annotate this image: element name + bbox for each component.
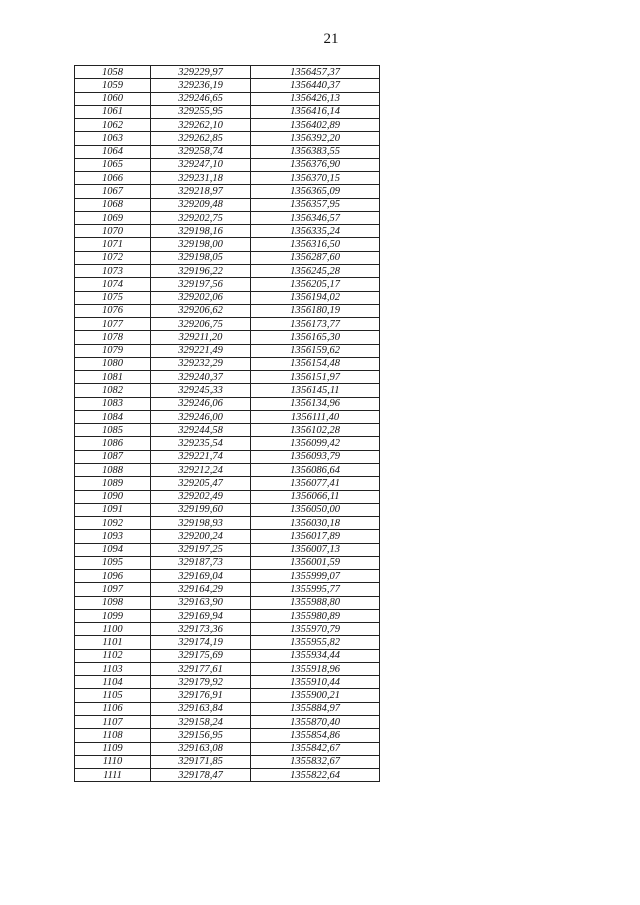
table-row — [75, 676, 380, 689]
y-coordinate-cell: 1356365,09 — [251, 185, 380, 198]
point-number-cell: 1088 — [75, 463, 151, 476]
table-row — [75, 198, 380, 211]
x-coordinate-cell: 329221,49 — [151, 344, 251, 357]
x-coordinate-cell: 329206,75 — [151, 318, 251, 331]
y-coordinate-cell: 1355955,82 — [251, 636, 380, 649]
y-coordinate-cell: 1356180,19 — [251, 304, 380, 317]
table-row — [75, 211, 380, 224]
point-number-cell: 1068 — [75, 198, 151, 211]
y-coordinate-cell: 1355999,07 — [251, 570, 380, 583]
table-row — [75, 145, 380, 158]
point-number-cell: 1092 — [75, 517, 151, 530]
table-row — [75, 609, 380, 622]
table-row — [75, 424, 380, 437]
x-coordinate-cell: 329231,18 — [151, 172, 251, 185]
point-number-cell: 1100 — [75, 623, 151, 636]
coordinates-table-body — [75, 66, 380, 782]
table-row — [75, 185, 380, 198]
table-row — [75, 172, 380, 185]
x-coordinate-cell: 329209,48 — [151, 198, 251, 211]
point-number-cell: 1065 — [75, 158, 151, 171]
point-number-cell: 1110 — [75, 755, 151, 768]
y-coordinate-cell: 1356383,55 — [251, 145, 380, 158]
x-coordinate-cell: 329262,85 — [151, 132, 251, 145]
y-coordinate-cell: 1356050,00 — [251, 503, 380, 516]
x-coordinate-cell: 329240,37 — [151, 371, 251, 384]
x-coordinate-cell: 329246,65 — [151, 92, 251, 105]
table-row — [75, 331, 380, 344]
x-coordinate-cell: 329187,73 — [151, 556, 251, 569]
x-coordinate-cell: 329171,85 — [151, 755, 251, 768]
point-number-cell: 1080 — [75, 357, 151, 370]
y-coordinate-cell: 1356316,50 — [251, 238, 380, 251]
table-row — [75, 570, 380, 583]
table-row — [75, 225, 380, 238]
table-row — [75, 384, 380, 397]
x-coordinate-cell: 329198,93 — [151, 517, 251, 530]
y-coordinate-cell: 1355884,97 — [251, 702, 380, 715]
x-coordinate-cell: 329205,47 — [151, 477, 251, 490]
point-number-cell: 1085 — [75, 424, 151, 437]
table-row — [75, 158, 380, 171]
point-number-cell: 1094 — [75, 543, 151, 556]
x-coordinate-cell: 329202,06 — [151, 291, 251, 304]
x-coordinate-cell: 329212,24 — [151, 463, 251, 476]
x-coordinate-cell: 329173,36 — [151, 623, 251, 636]
point-number-cell: 1090 — [75, 490, 151, 503]
x-coordinate-cell: 329245,33 — [151, 384, 251, 397]
x-coordinate-cell: 329156,95 — [151, 729, 251, 742]
y-coordinate-cell: 1356001,59 — [251, 556, 380, 569]
point-number-cell: 1058 — [75, 66, 151, 79]
point-number-cell: 1103 — [75, 662, 151, 675]
coordinates-table — [74, 65, 380, 782]
point-number-cell: 1107 — [75, 716, 151, 729]
x-coordinate-cell: 329258,74 — [151, 145, 251, 158]
x-coordinate-cell: 329247,10 — [151, 158, 251, 171]
y-coordinate-cell: 1356245,28 — [251, 264, 380, 277]
point-number-cell: 1096 — [75, 570, 151, 583]
point-number-cell: 1095 — [75, 556, 151, 569]
x-coordinate-cell: 329175,69 — [151, 649, 251, 662]
x-coordinate-cell: 329211,20 — [151, 331, 251, 344]
x-coordinate-cell: 329221,74 — [151, 450, 251, 463]
y-coordinate-cell: 1356077,41 — [251, 477, 380, 490]
x-coordinate-cell: 329169,94 — [151, 609, 251, 622]
point-number-cell: 1109 — [75, 742, 151, 755]
x-coordinate-cell: 329196,22 — [151, 264, 251, 277]
y-coordinate-cell: 1356426,13 — [251, 92, 380, 105]
x-coordinate-cell: 329163,08 — [151, 742, 251, 755]
table-row — [75, 437, 380, 450]
point-number-cell: 1082 — [75, 384, 151, 397]
y-coordinate-cell: 1355910,44 — [251, 676, 380, 689]
point-number-cell: 1064 — [75, 145, 151, 158]
y-coordinate-cell: 1356402,89 — [251, 119, 380, 132]
point-number-cell: 1104 — [75, 676, 151, 689]
point-number-cell: 1075 — [75, 291, 151, 304]
table-row — [75, 397, 380, 410]
table-row — [75, 238, 380, 251]
x-coordinate-cell: 329202,75 — [151, 211, 251, 224]
table-row — [75, 278, 380, 291]
y-coordinate-cell: 1355832,67 — [251, 755, 380, 768]
x-coordinate-cell: 329177,61 — [151, 662, 251, 675]
y-coordinate-cell: 1356145,11 — [251, 384, 380, 397]
y-coordinate-cell: 1356159,62 — [251, 344, 380, 357]
table-row — [75, 79, 380, 92]
y-coordinate-cell: 1356287,60 — [251, 251, 380, 264]
y-coordinate-cell: 1356154,48 — [251, 357, 380, 370]
point-number-cell: 1062 — [75, 119, 151, 132]
y-coordinate-cell: 1356392,20 — [251, 132, 380, 145]
x-coordinate-cell: 329218,97 — [151, 185, 251, 198]
y-coordinate-cell: 1355822,64 — [251, 769, 380, 782]
y-coordinate-cell: 1355980,89 — [251, 609, 380, 622]
point-number-cell: 1098 — [75, 596, 151, 609]
point-number-cell: 1099 — [75, 609, 151, 622]
x-coordinate-cell: 329206,62 — [151, 304, 251, 317]
y-coordinate-cell: 1356030,18 — [251, 517, 380, 530]
x-coordinate-cell: 329200,24 — [151, 530, 251, 543]
table-row — [75, 556, 380, 569]
x-coordinate-cell: 329246,06 — [151, 397, 251, 410]
table-row — [75, 503, 380, 516]
y-coordinate-cell: 1355995,77 — [251, 583, 380, 596]
point-number-cell: 1081 — [75, 371, 151, 384]
y-coordinate-cell: 1356370,15 — [251, 172, 380, 185]
table-row — [75, 689, 380, 702]
y-coordinate-cell: 1355988,80 — [251, 596, 380, 609]
y-coordinate-cell: 1355842,67 — [251, 742, 380, 755]
x-coordinate-cell: 329199,60 — [151, 503, 251, 516]
y-coordinate-cell: 1356440,37 — [251, 79, 380, 92]
table-row — [75, 66, 380, 79]
y-coordinate-cell: 1355934,44 — [251, 649, 380, 662]
table-row — [75, 119, 380, 132]
point-number-cell: 1066 — [75, 172, 151, 185]
y-coordinate-cell: 1356357,95 — [251, 198, 380, 211]
table-row — [75, 623, 380, 636]
x-coordinate-cell: 329262,10 — [151, 119, 251, 132]
point-number-cell: 1059 — [75, 79, 151, 92]
table-row — [75, 596, 380, 609]
x-coordinate-cell: 329202,49 — [151, 490, 251, 503]
x-coordinate-cell: 329169,04 — [151, 570, 251, 583]
table-row — [75, 477, 380, 490]
x-coordinate-cell: 329235,54 — [151, 437, 251, 450]
point-number-cell: 1077 — [75, 318, 151, 331]
x-coordinate-cell: 329255,95 — [151, 105, 251, 118]
table-row — [75, 755, 380, 768]
y-coordinate-cell: 1356066,11 — [251, 490, 380, 503]
y-coordinate-cell: 1355918,96 — [251, 662, 380, 675]
x-coordinate-cell: 329198,16 — [151, 225, 251, 238]
table-row — [75, 318, 380, 331]
y-coordinate-cell: 1356086,64 — [251, 463, 380, 476]
table-row — [75, 291, 380, 304]
y-coordinate-cell: 1356099,42 — [251, 437, 380, 450]
y-coordinate-cell: 1356151,97 — [251, 371, 380, 384]
y-coordinate-cell: 1356111,40 — [251, 410, 380, 423]
page-number: 21 — [323, 31, 339, 47]
table-row — [75, 517, 380, 530]
table-row — [75, 463, 380, 476]
point-number-cell: 1091 — [75, 503, 151, 516]
point-number-cell: 1097 — [75, 583, 151, 596]
x-coordinate-cell: 329244,58 — [151, 424, 251, 437]
y-coordinate-cell: 1356416,14 — [251, 105, 380, 118]
x-coordinate-cell: 329246,00 — [151, 410, 251, 423]
y-coordinate-cell: 1355970,79 — [251, 623, 380, 636]
x-coordinate-cell: 329197,25 — [151, 543, 251, 556]
table-row — [75, 583, 380, 596]
point-number-cell: 1087 — [75, 450, 151, 463]
point-number-cell: 1073 — [75, 264, 151, 277]
point-number-cell: 1083 — [75, 397, 151, 410]
x-coordinate-cell: 329178,47 — [151, 769, 251, 782]
point-number-cell: 1071 — [75, 238, 151, 251]
x-coordinate-cell: 329232,29 — [151, 357, 251, 370]
point-number-cell: 1084 — [75, 410, 151, 423]
table-row — [75, 92, 380, 105]
point-number-cell: 1061 — [75, 105, 151, 118]
x-coordinate-cell: 329163,90 — [151, 596, 251, 609]
point-number-cell: 1079 — [75, 344, 151, 357]
point-number-cell: 1089 — [75, 477, 151, 490]
point-number-cell: 1106 — [75, 702, 151, 715]
y-coordinate-cell: 1356346,57 — [251, 211, 380, 224]
y-coordinate-cell: 1356007,13 — [251, 543, 380, 556]
table-row — [75, 264, 380, 277]
table-row — [75, 729, 380, 742]
x-coordinate-cell: 329164,29 — [151, 583, 251, 596]
table-row — [75, 662, 380, 675]
point-number-cell: 1078 — [75, 331, 151, 344]
point-number-cell: 1063 — [75, 132, 151, 145]
point-number-cell: 1101 — [75, 636, 151, 649]
x-coordinate-cell: 329174,19 — [151, 636, 251, 649]
table-row — [75, 344, 380, 357]
table-row — [75, 490, 380, 503]
point-number-cell: 1076 — [75, 304, 151, 317]
x-coordinate-cell: 329198,05 — [151, 251, 251, 264]
table-row — [75, 450, 380, 463]
y-coordinate-cell: 1356134,96 — [251, 397, 380, 410]
y-coordinate-cell: 1356335,24 — [251, 225, 380, 238]
x-coordinate-cell: 329197,56 — [151, 278, 251, 291]
table-row — [75, 742, 380, 755]
point-number-cell: 1067 — [75, 185, 151, 198]
table-row — [75, 132, 380, 145]
point-number-cell: 1060 — [75, 92, 151, 105]
table-row — [75, 716, 380, 729]
table-row — [75, 543, 380, 556]
point-number-cell: 1086 — [75, 437, 151, 450]
y-coordinate-cell: 1356165,30 — [251, 331, 380, 344]
table-row — [75, 105, 380, 118]
point-number-cell: 1069 — [75, 211, 151, 224]
point-number-cell: 1111 — [75, 769, 151, 782]
point-number-cell: 1108 — [75, 729, 151, 742]
table-row — [75, 357, 380, 370]
y-coordinate-cell: 1356173,77 — [251, 318, 380, 331]
table-row — [75, 649, 380, 662]
table-row — [75, 251, 380, 264]
x-coordinate-cell: 329176,91 — [151, 689, 251, 702]
x-coordinate-cell: 329198,00 — [151, 238, 251, 251]
table-row — [75, 530, 380, 543]
y-coordinate-cell: 1356205,17 — [251, 278, 380, 291]
x-coordinate-cell: 329179,92 — [151, 676, 251, 689]
y-coordinate-cell: 1356457,37 — [251, 66, 380, 79]
table-row — [75, 410, 380, 423]
point-number-cell: 1093 — [75, 530, 151, 543]
y-coordinate-cell: 1356017,89 — [251, 530, 380, 543]
x-coordinate-cell: 329163,84 — [151, 702, 251, 715]
table-row — [75, 636, 380, 649]
y-coordinate-cell: 1355870,40 — [251, 716, 380, 729]
y-coordinate-cell: 1355900,21 — [251, 689, 380, 702]
table-row — [75, 371, 380, 384]
x-coordinate-cell: 329158,24 — [151, 716, 251, 729]
x-coordinate-cell: 329229,97 — [151, 66, 251, 79]
y-coordinate-cell: 1356093,79 — [251, 450, 380, 463]
point-number-cell: 1105 — [75, 689, 151, 702]
point-number-cell: 1102 — [75, 649, 151, 662]
point-number-cell: 1072 — [75, 251, 151, 264]
table-row — [75, 702, 380, 715]
y-coordinate-cell: 1356194,02 — [251, 291, 380, 304]
y-coordinate-cell: 1356102,28 — [251, 424, 380, 437]
point-number-cell: 1070 — [75, 225, 151, 238]
y-coordinate-cell: 1355854,86 — [251, 729, 380, 742]
x-coordinate-cell: 329236,19 — [151, 79, 251, 92]
table-row — [75, 769, 380, 782]
table-row — [75, 304, 380, 317]
point-number-cell: 1074 — [75, 278, 151, 291]
y-coordinate-cell: 1356376,90 — [251, 158, 380, 171]
